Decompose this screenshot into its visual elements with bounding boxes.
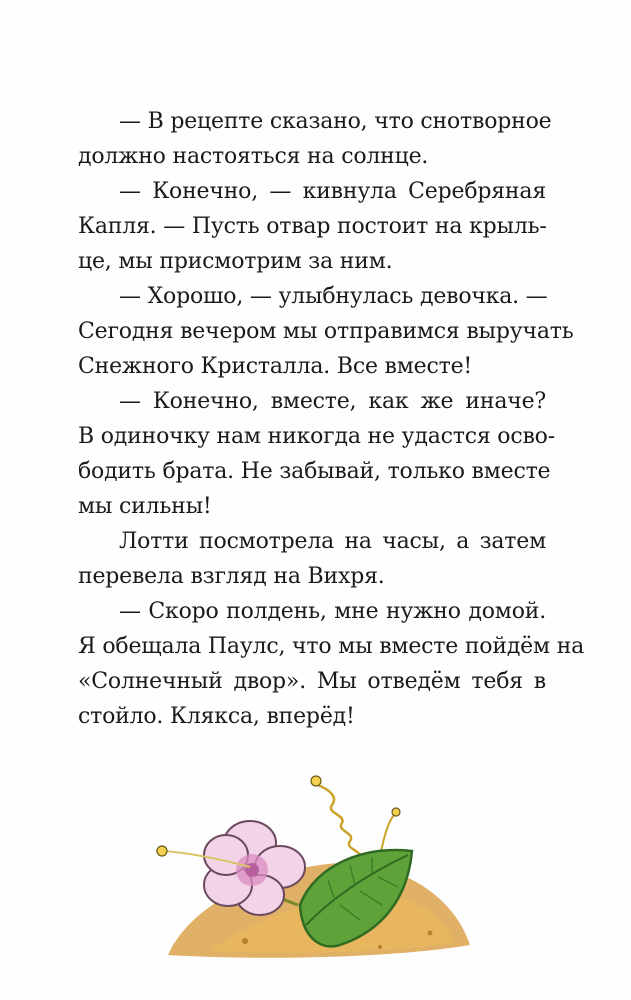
flower-illustration xyxy=(150,755,480,965)
tendril-tip xyxy=(311,776,400,816)
text-line: Снежного Кристалла. Все вместе! xyxy=(78,354,473,379)
text-line: В одиночку нам никогда не удастся осво- xyxy=(78,424,555,449)
text-line: должно настояться на солнце. xyxy=(78,144,429,169)
text-line: — В рецепте сказано, что снотворное xyxy=(119,109,552,134)
text-line: Лотти посмотрела на часы, а затем xyxy=(119,529,546,554)
text-line: — Конечно, — кивнула Серебряная xyxy=(119,179,546,204)
text-line: це, мы присмотрим за ним. xyxy=(78,249,393,274)
text-line: Сегодня вечером мы отправимся выручать xyxy=(78,319,574,344)
text-line: бодить брата. Не забывай, только вместе xyxy=(78,459,551,484)
text-line: стойло. Клякса, вперёд! xyxy=(78,704,355,729)
text-line: — Скоро полдень, мне нужно домой. xyxy=(119,599,546,624)
text-line: Капля. — Пусть отвар постоит на крыль- xyxy=(78,214,547,239)
text-line: «Солнечный двор». Мы отведём тебя в xyxy=(78,669,546,694)
text-line: перевела взгляд на Вихря. xyxy=(78,564,385,589)
text-line: — Хорошо, — улыбнулась девочка. — xyxy=(119,284,548,309)
text-line: мы сильны! xyxy=(78,494,212,519)
story-text xyxy=(78,104,585,734)
text-line: Я обещала Паулс, что мы вместе пойдём на xyxy=(78,634,585,659)
text-line: — Конечно, вместе, как же иначе? xyxy=(119,389,546,414)
